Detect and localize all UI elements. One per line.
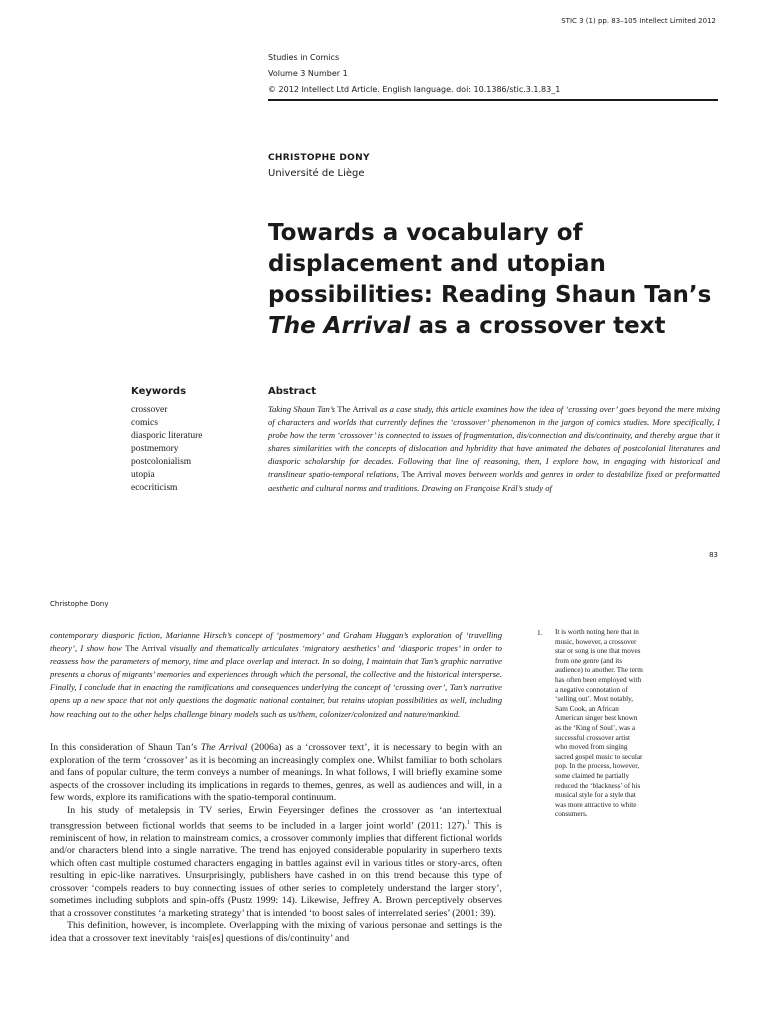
- footnote-number: 1.: [537, 628, 543, 637]
- footnote-marker[interactable]: 1: [467, 820, 471, 826]
- abstract-segment: as a case study, this article examines how the idea of ‘crossing over’ goes beyond the mere mixing of characters and worlds that currently defines the ‘crossover’ phenomenon in the jargon of comics studies. More specifically, I probe how the term ‘crossover’ is connected to issues of fragmentation, dis/connection and dis/continuity, and thereby argue that it shares similarities with the concepts of dislocation and hybridity that have animated the debates of postcolonial literatures and diasporic scholarship for decades. Following that line of reasoning, then, I explore how, in engaging with historical and translinear spatio-temporal relations,: [268, 404, 720, 480]
- book-title: The Arrival: [200, 742, 248, 753]
- author-name: CHRISTOPHE DONY: [268, 153, 370, 163]
- page-number: 83: [709, 551, 718, 559]
- abstract-segment: contemporary diasporic fiction, Marianne Hirsch’s concept of ‘postmemory’ and Graham Huggan’s exploration of ‘travelling theory’, I show how: [50, 630, 502, 654]
- abstract-heading: Abstract: [268, 386, 317, 397]
- abstract-book-title: The Arrival: [125, 643, 167, 654]
- body-paragraph: This definition, however, is incomplete. Overlapping with the mixing of various personae and settings is the idea that a crossover text inevitably ‘rais[es] questions of dis/continuity’ and: [50, 920, 502, 944]
- title-italic-book: The Arrival: [268, 313, 411, 339]
- body-text: [50, 742, 502, 945]
- header-divider: [268, 99, 718, 101]
- paragraph-segment: (2006a) as a ‘crossover text’, it is necessary to begin with an exploration of the term ‘crossover’ as it is becoming an increasingly complex one. Whilst familiar to both scholars and fans of popular culture, the term conveys a number of meanings. In what follows, I will briefly examine some aspects of the crossover including its implications in regards to themes, genres, as well as audiences and will, in a few words, explore its ramifications with the spatio-temporal continuum.: [50, 742, 502, 803]
- paragraph-segment: This is reminiscent of how, in relation to mainstream comics, a crossover commonly implies that different fictional worlds and/or characters blend into a single narrative. The trend has enjoyed considerable popularity in superhero texts which often cast multiple costumed characters engaging in battles against evil in various titles or story-arcs, often resulting in epic-like narratives. Unsurprisingly, publishers have cashed in on this trend because this type of crossover ‘compels readers to buy connecting issues of other series to completely understand the larger story’, sometimes including subplots and spin-offs (Pustz 1999: 14). Likewise, Jeffrey A. Brown perceptively observes that a crossover constitutes ‘a marketing strategy’ that is intended ‘to boost sales of interrelated series’ (2001: 39).: [50, 820, 502, 919]
- keywords-list: [131, 404, 202, 495]
- keyword-item: postcolonialism: [131, 457, 192, 467]
- title-line-2: displacement and utopian: [268, 251, 606, 277]
- abstract-segment: Taking Shaun Tan’s: [268, 404, 338, 414]
- title-line-4: [268, 311, 728, 342]
- keyword-item: ecocriticism: [131, 483, 178, 493]
- abstract-continuation: [50, 629, 502, 721]
- copyright-line: © 2012 Intellect Ltd Article. English language. doi: 10.1386/stic.3.1.83_1: [268, 85, 561, 94]
- title-line-3: possibilities: Reading Shaun Tan’s: [268, 282, 712, 308]
- keyword-item: utopia: [131, 470, 155, 480]
- footnote-text: It is worth noting here that in music, however, a crossover star or song is one that moves from one genre (and its audience) to another. The term has often been employed with a negative connotation of ‘selling out’. Most notably, Sam Cook, an African American singer best known as the ‘King of Soul’, was a successful crossover artist who moved from singing sacred gospel music to secular pop. In the process, however, some claimed he partially reduced the ‘blackness’ of his musical style for a style that was more attractive to white consumers.: [555, 628, 643, 819]
- abstract-segment: visually and thematically articulates ‘migratory aesthetics’ and ‘diasporic tropes’ in order to reassess how the parameters of memory, time and place overlap and interact. In so doing, I maintain that Tan’s graphic narrative presents a chorus of migrants’ memories and experiences through which the personal, the collective and the historical intersperse. Finally, I conclude that in enacting the ramifications and consequences underlying the concept of ‘crossing over’, Tan’s narrative opens up a new space that not only questions the dogmatic national container, but retains utopian possibilities as well, including how reaching out to the other helps challenge binary models such as us/them, colonizer/colonized and nature/mankind.: [50, 643, 502, 719]
- abstract-text: [268, 403, 720, 495]
- journal-info: [268, 50, 560, 98]
- title-line-4-rest: as a crossover text: [410, 313, 666, 339]
- running-head: Christophe Dony: [50, 600, 109, 608]
- abstract-book-title: The Arrival: [401, 469, 442, 480]
- citation-reference: STIC 3 (1) pp. 83–105 Intellect Limited 2012: [561, 17, 716, 25]
- abstract-segment: moves between worlds and genres in order to destabilize fixed or preformatted aesthetic and cultural norms and traditions. Drawing on Françoise Král’s study of: [268, 469, 720, 493]
- author-affiliation: Université de Liège: [268, 168, 365, 179]
- journal-name: Studies in Comics: [268, 53, 340, 62]
- paragraph-segment: In this consideration of Shaun Tan’s: [50, 742, 201, 753]
- paragraph-segment: In his study of metalepsis in TV series, Erwin Feyersinger defines the crossover as ‘an intertextual transgression between fictional worlds that seems to be included in a larger joint world’ (2011: 127).: [50, 804, 502, 832]
- keyword-item: comics: [131, 418, 158, 428]
- keywords-heading: Keywords: [131, 386, 187, 397]
- journal-volume: Volume 3 Number 1: [268, 69, 348, 78]
- keyword-item: diasporic literature: [131, 431, 203, 441]
- abstract-book-title: The Arrival: [337, 404, 378, 414]
- keyword-item: crossover: [131, 405, 168, 415]
- article-title: [268, 218, 728, 342]
- body-paragraph: [50, 742, 502, 805]
- title-line-1: Towards a vocabulary of: [268, 220, 583, 246]
- body-paragraph: [50, 805, 502, 921]
- keyword-item: postmemory: [131, 444, 179, 454]
